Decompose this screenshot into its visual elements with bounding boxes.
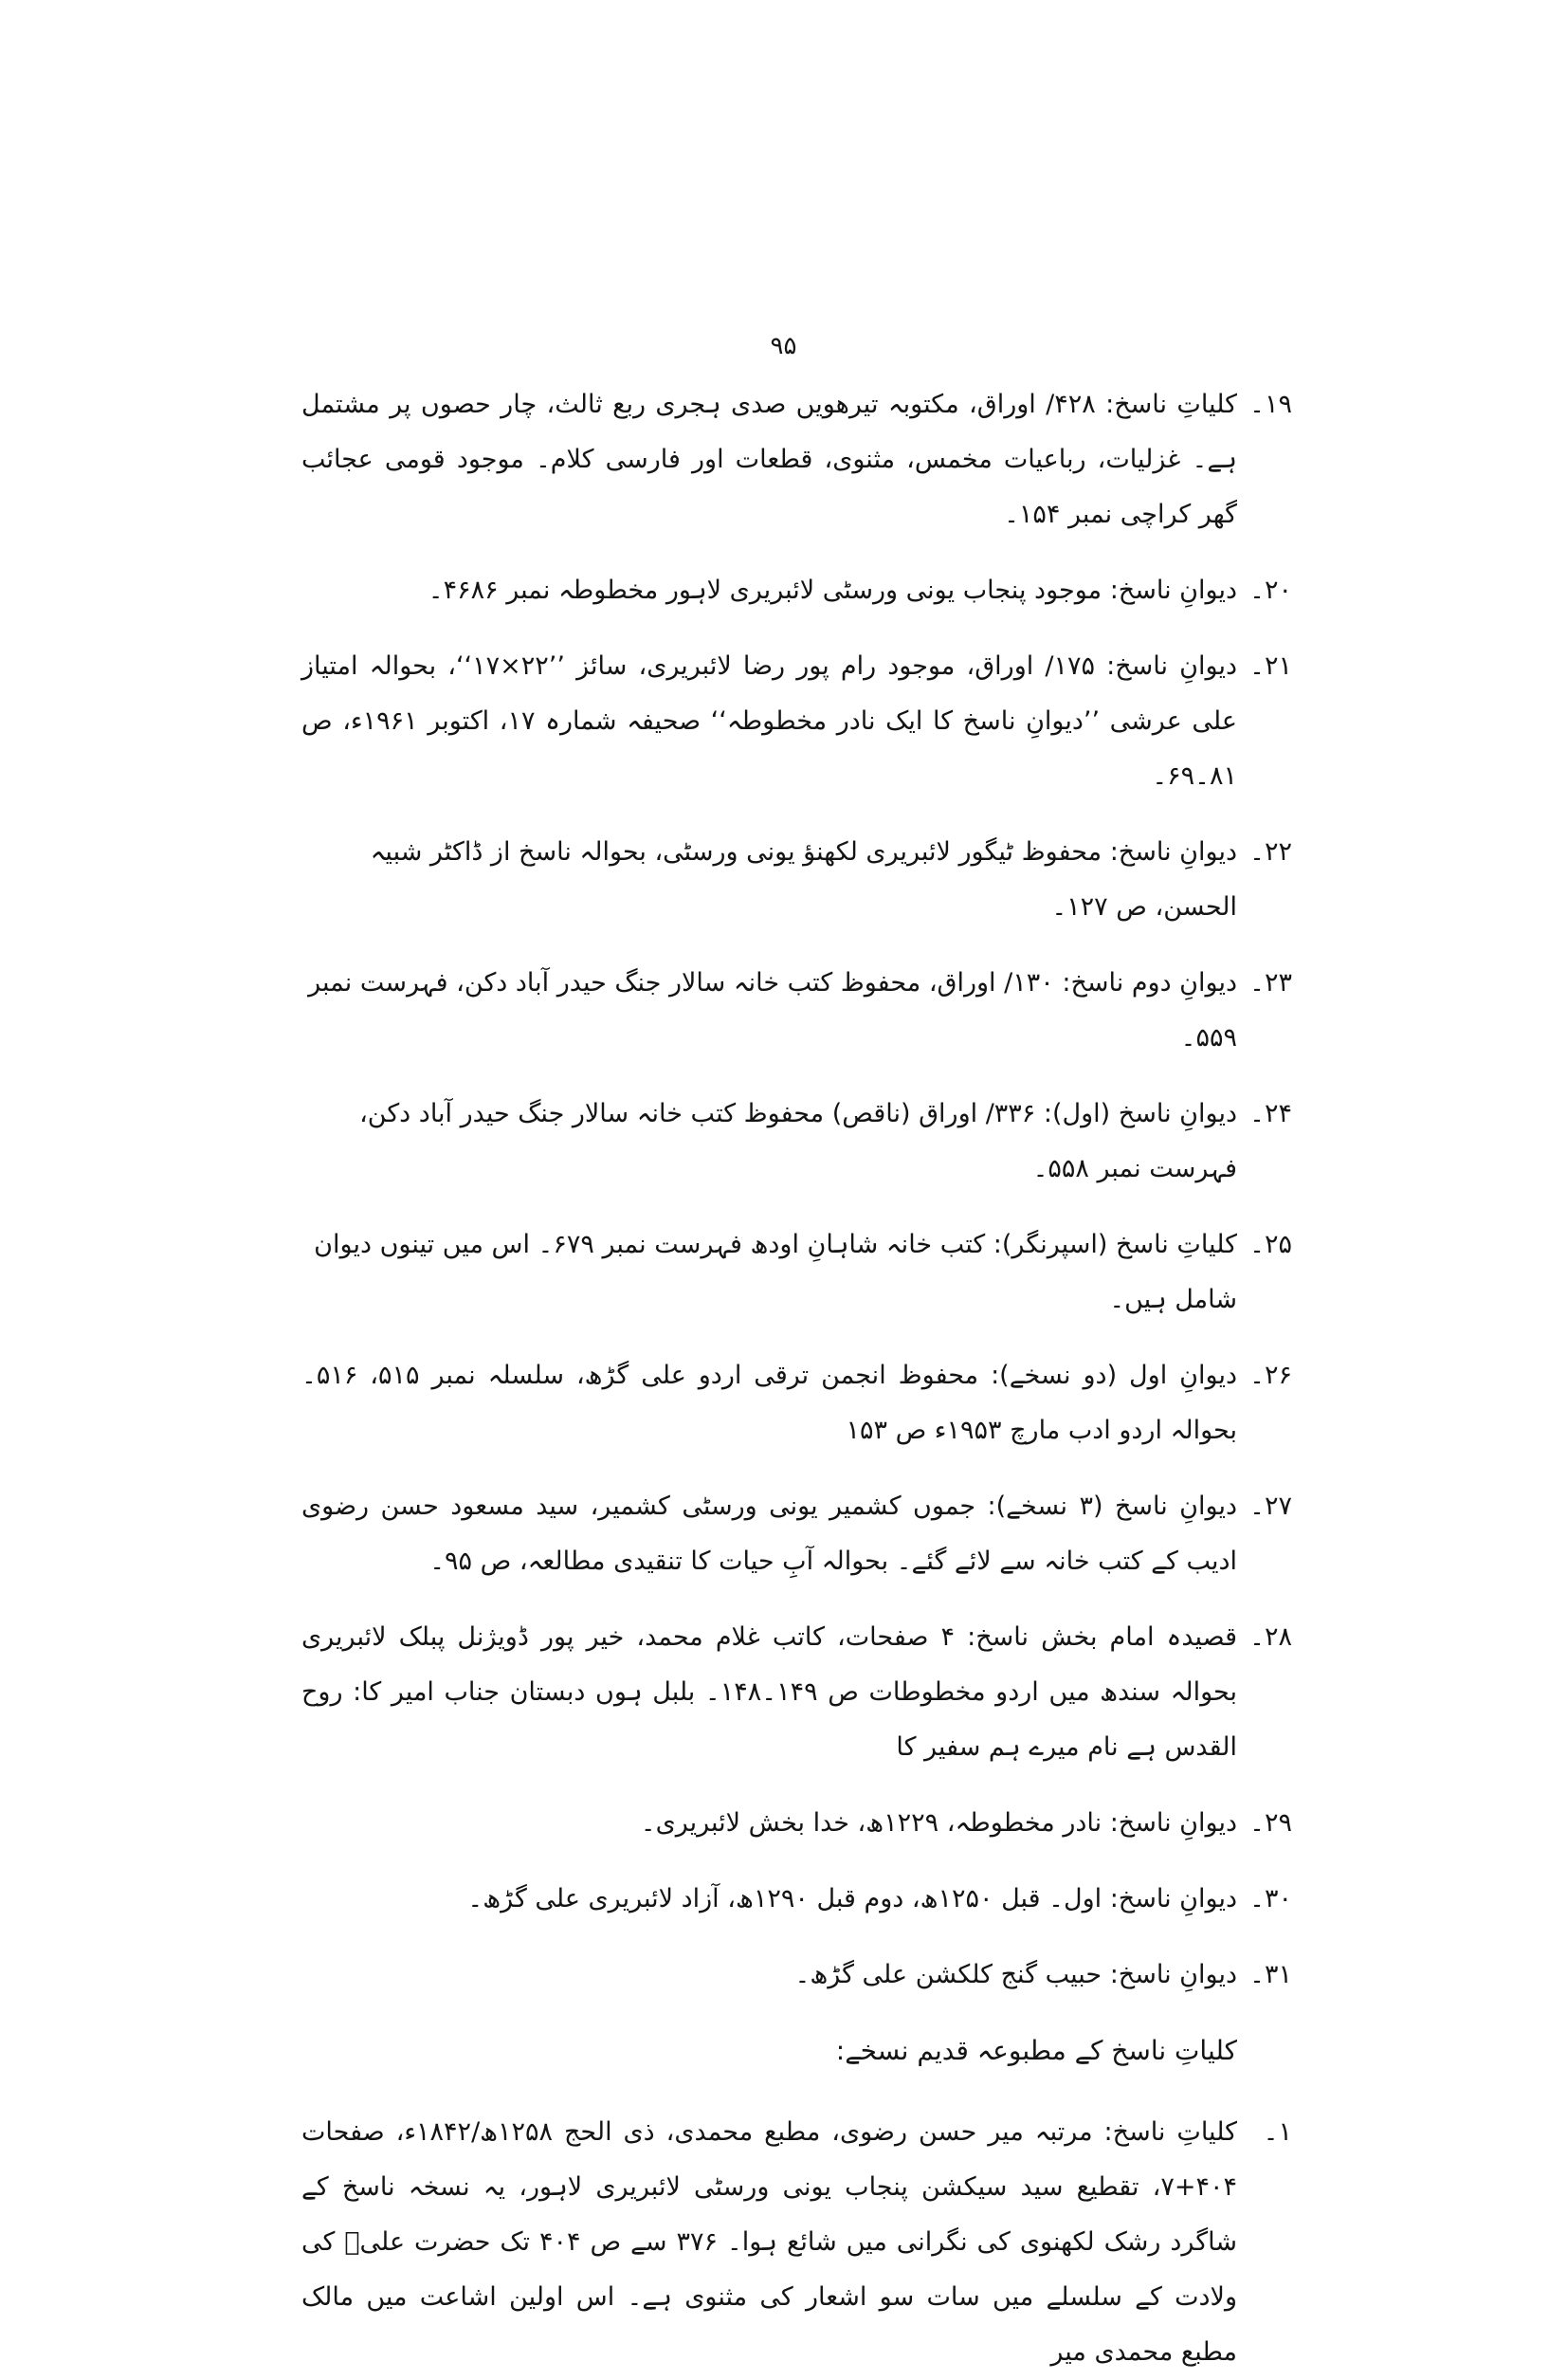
entry-text: کلیاتِ ناسخ: ۴۲۸/ اوراق، مکتوبہ تیرھویں صدی ہجری ربع ثالث، چار حصوں پر مشتمل ہے۔ غزلیات، رباعیات مخمس، مثنوی، قطعات اور فارسی کلام۔ موجود قومی عجائب گھر کراچی نمبر ۱۵۴۔ bbox=[301, 390, 1237, 529]
entry-number: ۲۶۔ bbox=[1249, 1361, 1292, 1390]
entry-number: ۲۴۔ bbox=[1249, 1099, 1292, 1128]
entry-text: دیوانِ ناسخ: محفوظ ٹیگور لائبریری لکھنؤ یونی ورسٹی، بحوالہ ناسخ از ڈاکٹر شبیہ الحسن، ص ۱۲۷۔ bbox=[370, 837, 1237, 922]
list-item bbox=[301, 1348, 1292, 1458]
entry-number: ۲۱۔ bbox=[1249, 651, 1292, 681]
entry-text: دیوانِ ناسخ: نادر مخطوطہ، ۱۲۲۹ھ، خدا بخش لائبریری۔ bbox=[640, 1808, 1237, 1838]
printed-editions-list bbox=[301, 2105, 1292, 2380]
entry-text: کلیاتِ ناسخ (اسپرنگر): کتب خانہ شاہانِ اودھ فہرست نمبر ۶۷۹۔ اس میں تینوں دیوان شامل ہیں۔ bbox=[314, 1230, 1237, 1314]
list-item bbox=[301, 956, 1292, 1066]
list-item bbox=[301, 563, 1292, 618]
entry-number: ۲۳۔ bbox=[1249, 968, 1292, 998]
entry-text: دیوانِ دوم ناسخ: ۱۳۰/ اوراق، محفوظ کتب خانہ سالار جنگ حیدر آباد دکن، فہرست نمبر ۵۵۹۔ bbox=[308, 968, 1237, 1053]
entry-number: ۲۵۔ bbox=[1249, 1230, 1292, 1259]
list-item bbox=[301, 1948, 1292, 2003]
entry-text: دیوانِ ناسخ: موجود پنجاب یونی ورسٹی لائبریری لاہور مخطوطہ نمبر ۴۶۸۶۔ bbox=[428, 576, 1237, 605]
entry-text: قصیدہ امام بخش ناسخ: ۴ صفحات، کاتب غلام محمد، خیر پور ڈویژنل پبلک لائبریری بحوالہ سندھ میں اردو مخطوطات ص ۱۴۹۔۱۴۸۔ بلبل ہوں دبستان جناب امیر کا: روح القدس ہے نام میرے ہم سفیر کا bbox=[301, 1622, 1238, 1762]
entry-number: ۲۲۔ bbox=[1249, 837, 1292, 867]
entry-text: کلیاتِ ناسخ: مرتبہ میر حسن رضوی، مطبع محمدی، ذی الحج ۱۲۵۸ھ/۱۸۴۲ء، صفحات ۴۰۴+۷، تقطیع سید سیکشن پنجاب یونی ورسٹی لائبریری لاہور، یہ نسخہ ناسخ کے شاگرد رشک لکھنوی کی نگرانی میں شائع ہوا۔ ۳۷۶ سے ص ۴۰۴ تک حضرت علیؓ کی ولادت کے سلسلے میں سات سو اشعار کی مثنوی ہے۔ اس اولین اشاعت میں مالک مطبع محمدی میر bbox=[301, 2117, 1237, 2367]
manuscript-list bbox=[301, 377, 1292, 2380]
entry-number: ۲۹۔ bbox=[1249, 1808, 1292, 1838]
entry-text: دیوانِ ناسخ: حبیب گنج کلکشن علی گڑھ۔ bbox=[794, 1960, 1237, 1989]
entry-text: دیوانِ ناسخ: ۱۷۵/ اوراق، موجود رام پور رضا لائبریری، سائز ’’۲۲×۱۷‘‘، بحوالہ امتیاز علی عرشی ’’دیوانِ ناسخ کا ایک نادر مخطوطہ‘‘ صحیفہ شمارہ ۱۷، اکتوبر ۱۹۶۱ء، ص ۸۱۔۶۹۔ bbox=[301, 651, 1237, 791]
list-item bbox=[301, 1217, 1292, 1327]
list-item bbox=[301, 1796, 1292, 1851]
list-item bbox=[301, 1610, 1292, 1775]
entry-number: ۲۸۔ bbox=[1249, 1622, 1292, 1652]
entry-number: ۳۱۔ bbox=[1249, 1960, 1292, 1989]
list-item bbox=[301, 639, 1292, 804]
list-item bbox=[301, 2105, 1292, 2380]
list-item bbox=[301, 1872, 1292, 1927]
entry-number: ۳۰۔ bbox=[1249, 1884, 1292, 1913]
list-item bbox=[301, 825, 1292, 935]
entry-text: دیوانِ ناسخ (۳ نسخے): جموں کشمیر یونی ورسٹی کشمیر، سید مسعود حسن رضوی ادیب کے کتب خانہ سے لائے گئے۔ بحوالہ آبِ حیات کا تنقیدی مطالعہ، ص ۹۵۔ bbox=[301, 1492, 1237, 1576]
entry-text: دیوانِ ناسخ (اول): ۳۳۶/ اوراق (ناقص) محفوظ کتب خانہ سالار جنگ حیدر آباد دکن، فہرست نمبر ۵۵۸۔ bbox=[359, 1099, 1237, 1183]
entry-number: ۲۷۔ bbox=[1249, 1492, 1292, 1521]
page-number: ۹۵ bbox=[770, 332, 797, 360]
list-item bbox=[301, 1087, 1292, 1197]
entry-number: ۱۹۔ bbox=[1249, 390, 1292, 419]
section-heading: کلیاتِ ناسخ کے مطبوعہ قدیم نسخے: bbox=[835, 2035, 1237, 2066]
entry-number: ۲۰۔ bbox=[1249, 576, 1292, 605]
entry-text: دیوانِ اول (دو نسخے): محفوظ انجمن ترقی اردو علی گڑھ، سلسلہ نمبر ۵۱۵، ۵۱۶۔ بحوالہ اردو ادب مارچ ۱۹۵۳ء ص ۱۵۳ bbox=[301, 1361, 1237, 1445]
list-item bbox=[301, 377, 1292, 542]
list-item bbox=[301, 1479, 1292, 1589]
entry-text: دیوانِ ناسخ: اول۔ قبل ۱۲۵۰ھ، دوم قبل ۱۲۹۰ھ، آزاد لائبریری علی گڑھ۔ bbox=[467, 1884, 1237, 1913]
entry-number: ۱۔ bbox=[1263, 2117, 1292, 2147]
